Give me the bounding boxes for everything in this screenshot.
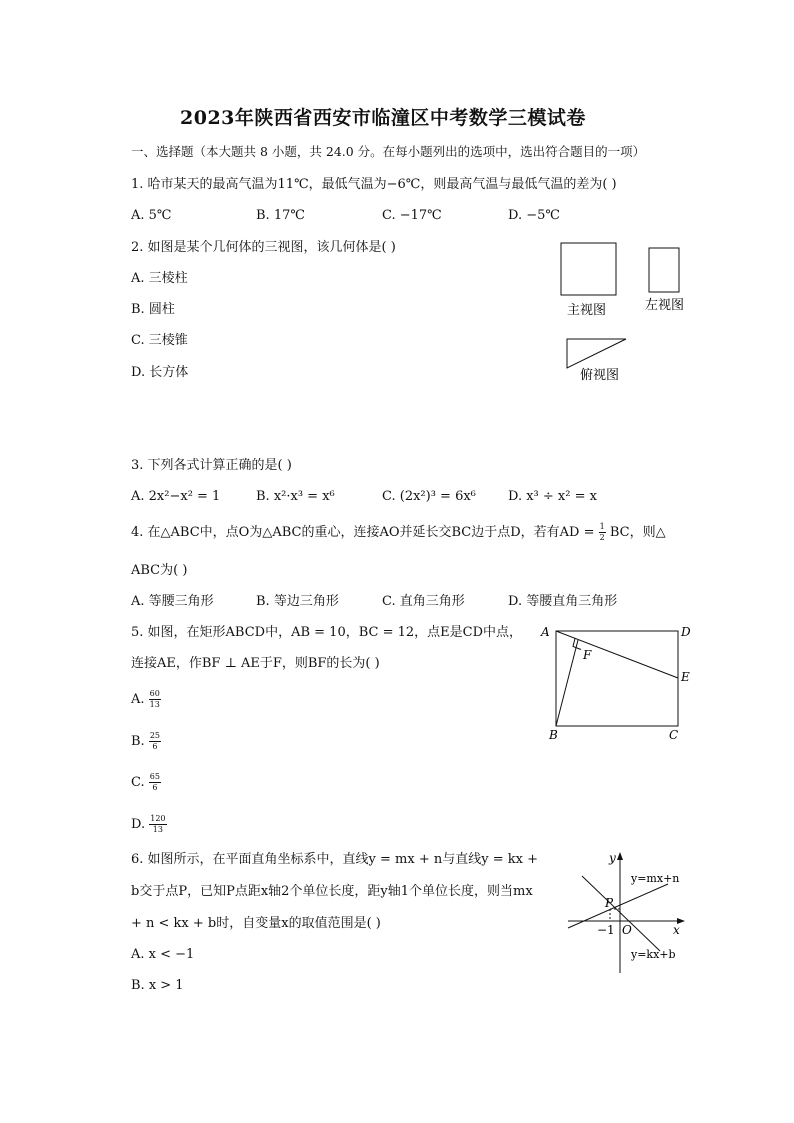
option-a[interactable]: A. 三棱柱 xyxy=(131,271,188,286)
option-a[interactable]: A. 等腰三角形 xyxy=(131,594,214,609)
option-c[interactable]: C. 三棱锥 xyxy=(131,333,188,348)
question-stem-line2: 连接AE，作BF ⊥ AE于F，则BF的长为( ) xyxy=(131,656,380,671)
option-d[interactable]: D. 等腰直角三角形 xyxy=(508,594,618,609)
fraction-denominator: 13 xyxy=(149,700,160,709)
option-label: B. xyxy=(131,734,145,749)
label-y: y xyxy=(609,851,616,865)
option-b[interactable]: B. 17℃ xyxy=(256,208,305,223)
option-a[interactable]: A. 2x²−x² = 1 xyxy=(131,489,221,504)
option-b[interactable] xyxy=(131,727,161,757)
front-view-label: 主视图 xyxy=(567,303,607,318)
fraction-denominator: 13 xyxy=(152,825,163,834)
fraction-denominator: 2 xyxy=(599,533,605,542)
question-stem-line1: 6. 如图所示，在平面直角坐标系中，直线y = mx + n与直线y = kx + xyxy=(131,852,538,867)
fraction-numerator: 60 xyxy=(149,689,160,698)
option-fraction xyxy=(149,690,161,709)
label-f: F xyxy=(583,648,592,662)
option-label: D. xyxy=(131,817,146,832)
fraction-numerator: 25 xyxy=(149,731,161,740)
option-b[interactable]: B. x²·x³ = x⁶ xyxy=(256,489,335,504)
fraction-denominator: 6 xyxy=(152,742,158,751)
label-b: B xyxy=(549,728,558,742)
option-b[interactable]: B. 等边三角形 xyxy=(256,594,339,609)
option-label: A. xyxy=(131,692,145,707)
fraction-numerator: 65 xyxy=(149,772,160,781)
label-origin: O xyxy=(622,923,632,937)
coordinate-figure xyxy=(560,848,700,978)
option-a[interactable]: A. 5℃ xyxy=(131,208,172,223)
three-views-figure xyxy=(550,236,700,386)
top-view-triangle xyxy=(567,339,626,368)
option-c[interactable] xyxy=(131,768,161,798)
question-stem-line2: b交于点P，已知P点距x轴2个单位长度，距y轴1个单位长度，则当mx xyxy=(131,884,533,899)
option-label: C. xyxy=(131,775,145,790)
fraction-one-half xyxy=(599,523,606,542)
label-line2: y=kx+b xyxy=(631,948,676,961)
label-d: D xyxy=(681,625,691,639)
y-axis-arrow xyxy=(617,852,623,860)
label-line1: y=mx+n xyxy=(631,872,680,885)
option-c[interactable]: C. −17℃ xyxy=(382,208,442,223)
option-a[interactable]: A. x < −1 xyxy=(131,947,195,962)
label-e: E xyxy=(681,670,690,684)
question-stem-line2: ABC为( ) xyxy=(131,563,188,578)
label-c: C xyxy=(669,728,679,742)
question-stem-line1: 5. 如图，在矩形ABCD中，AB = 10，BC = 12，点E是CD中点， xyxy=(131,625,523,640)
question-stem-line3: + n < kx + b时，自变量x的取值范围是( ) xyxy=(131,916,381,931)
rectangle-abcd xyxy=(556,631,678,726)
label-p: P xyxy=(605,896,614,910)
question-stem-line1 xyxy=(131,520,666,546)
option-b[interactable]: B. x > 1 xyxy=(131,978,184,993)
top-view-label: 俯视图 xyxy=(580,368,620,383)
fraction-numerator: 1 xyxy=(599,522,605,531)
option-fraction xyxy=(149,815,166,834)
segment-bf xyxy=(556,640,578,726)
option-d[interactable]: D. −5℃ xyxy=(508,208,560,223)
stem-part-a: 4. 在△ABC中，点O为△ABC的重心，连接AO并延长交BC边于点D，若有AD = xyxy=(131,525,595,540)
option-d[interactable]: D. 长方体 xyxy=(131,365,189,380)
question-stem: 1. 哈市某天的最高气温为11℃，最低气温为−6℃，则最高气温与最低气温的差为( ) xyxy=(131,177,617,192)
option-d[interactable] xyxy=(131,810,167,840)
label-a: A xyxy=(541,625,550,639)
question-stem: 3. 下列各式计算正确的是( ) xyxy=(131,458,292,473)
rectangle-figure xyxy=(535,620,705,745)
page-title: 2023年陕西省西安市临潼区中考数学三模试卷 xyxy=(180,107,586,129)
label-neg1: −1 xyxy=(597,923,615,937)
section-heading: 一、选择题（本大题共 8 小题，共 24.0 分。在每小题列出的选项中，选出符合题目的一项） xyxy=(131,144,646,159)
option-a[interactable] xyxy=(131,685,161,715)
front-view-square xyxy=(561,243,616,295)
option-fraction xyxy=(149,732,161,751)
left-view-rect xyxy=(649,248,679,292)
option-d[interactable]: D. x³ ÷ x² = x xyxy=(508,489,597,504)
fraction-denominator: 6 xyxy=(152,783,158,792)
question-stem: 2. 如图是某个几何体的三视图，该几何体是( ) xyxy=(131,240,396,255)
stem-part-b: BC，则△ xyxy=(609,525,666,540)
option-b[interactable]: B. 圆柱 xyxy=(131,302,175,317)
fraction-numerator: 120 xyxy=(150,814,166,823)
option-fraction xyxy=(149,773,161,792)
label-x: x xyxy=(673,923,680,937)
option-c[interactable]: C. (2x²)³ = 6x⁶ xyxy=(382,489,476,504)
left-view-label: 左视图 xyxy=(645,298,685,313)
option-c[interactable]: C. 直角三角形 xyxy=(382,594,465,609)
line-kx-b xyxy=(582,876,660,951)
